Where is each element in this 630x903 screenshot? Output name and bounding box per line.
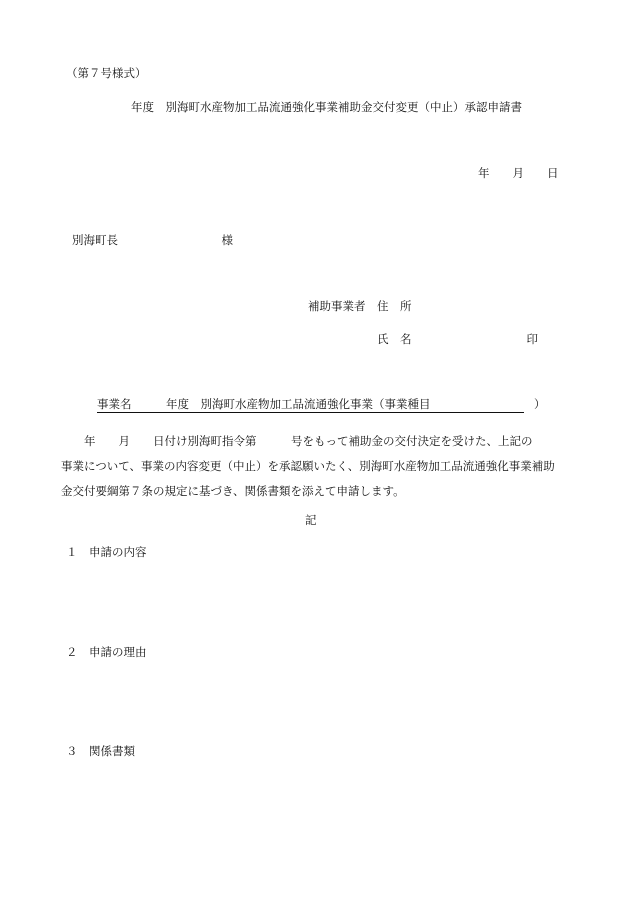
body-line-2: 事業について、事業の内容変更（中止）を承認願いたく、別海町水産物加工品流通強化事業補助 <box>61 459 555 473</box>
applicant-address-label: 補助事業者 住 所 <box>308 299 412 313</box>
form-number: （第７号様式） <box>66 66 147 80</box>
application-body <box>61 429 561 504</box>
applicant-name-label: 氏 名 印 <box>377 332 538 346</box>
section-application-content: １ 申請の内容 <box>66 545 147 559</box>
addressee: 別海町長 様 <box>72 233 233 247</box>
project-name-line: 事業名 年度 別海町水産物加工品流通強化事業（事業種目 ） <box>97 397 546 411</box>
section-application-reason: ２ 申請の理由 <box>66 645 147 659</box>
date-line: 年 月 日 <box>478 166 559 180</box>
ki-heading: 記 <box>305 513 317 527</box>
body-line-1: 年 月 日付け別海町指令第 号をもって補助金の交付決定を受けた、上記の <box>61 434 533 448</box>
document-title: 年度 別海町水産物加工品流通強化事業補助金交付変更（中止）承認申請書 <box>131 100 522 114</box>
section-related-documents: ３ 関係書類 <box>66 744 135 758</box>
body-line-3: 金交付要綱第７条の規定に基づき、関係書類を添えて申請します。 <box>61 484 405 498</box>
